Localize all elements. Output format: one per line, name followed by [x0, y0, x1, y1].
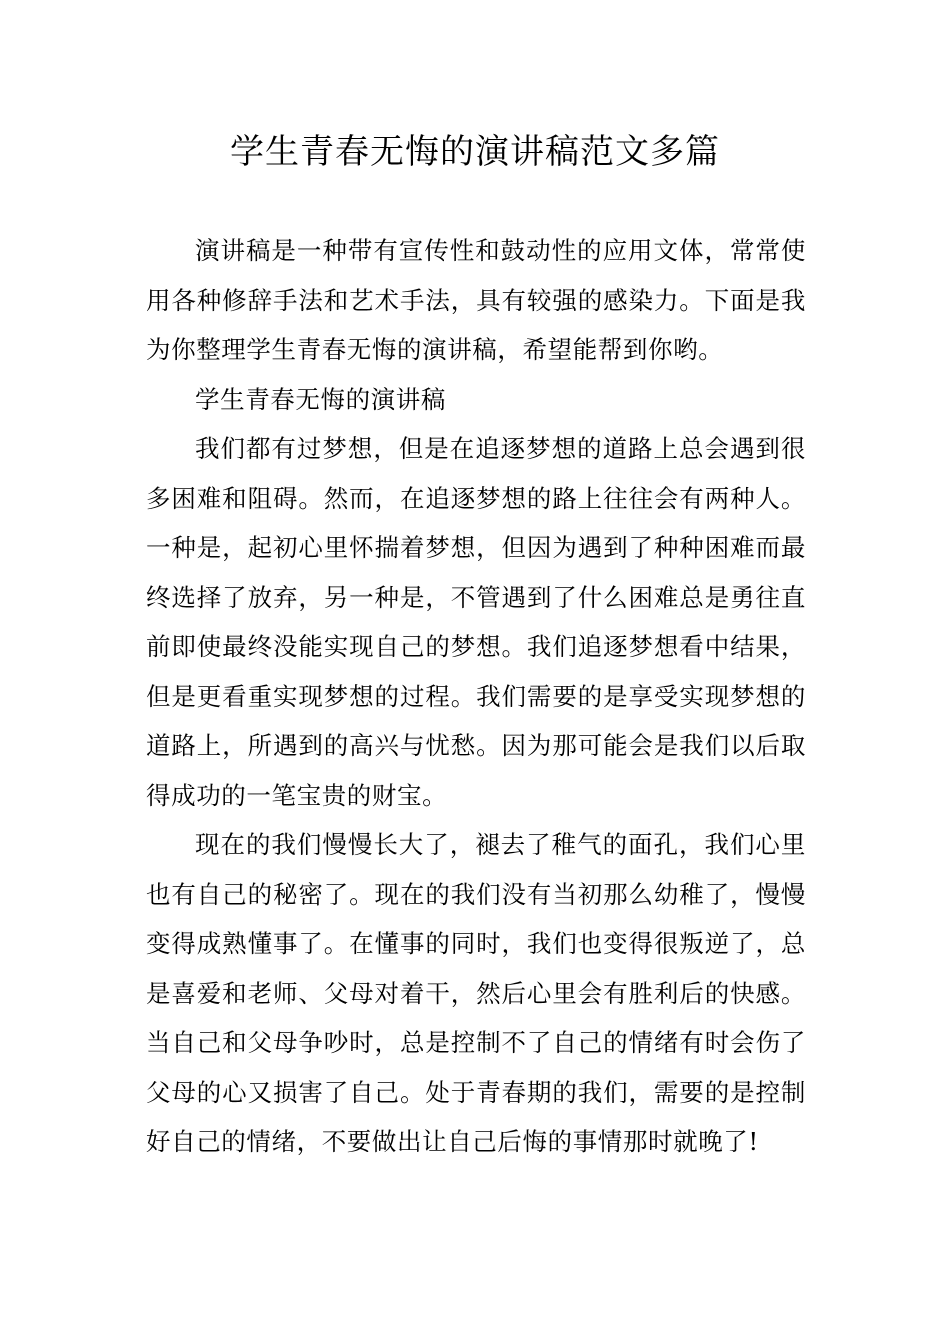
paragraph-intro: 演讲稿是一种带有宣传性和鼓动性的应用文体，常常使用各种修辞手法和艺术手法，具有较强的感染力。下面是我为你整理学生青春无悔的演讲稿，希望能帮到你哟。	[146, 236, 806, 364]
paragraph-growing-up: 现在的我们慢慢长大了，褪去了稚气的面孔，我们心里也有自己的秘密了。现在的我们没有当初那么幼稚了，慢慢变得成熟懂事了。在懂事的同时，我们也变得很叛逆了，总是喜爱和老师、父母对着干，然后心里会有胜利后的快感。当自己和父母争吵时，总是控制不了自己的情绪有时会伤了父母的心又损害了自己。处于青春期的我们，需要的是控制好自己的情绪，不要做出让自己后悔的事情那时就晚了!	[146, 830, 806, 1156]
document-body	[146, 226, 806, 1167]
paragraph-dreams: 我们都有过梦想，但是在追逐梦想的道路上总会遇到很多困难和阻碍。然而，在追逐梦想的路上往往会有两种人。一种是，起初心里怀揣着梦想，但因为遇到了种种困难而最终选择了放弃，另一种是，不管遇到了什么困难总是勇往直前即使最终没能实现自己的梦想。我们追逐梦想看中结果，但是更看重实现梦想的过程。我们需要的是享受实现梦想的道路上，所遇到的高兴与忧愁。因为那可能会是我们以后取得成功的一笔宝贵的财宝。	[146, 434, 806, 810]
document-title: 学生青春无悔的演讲稿范文多篇	[230, 132, 720, 172]
paragraph-subtitle: 学生青春无悔的演讲稿	[195, 384, 446, 414]
